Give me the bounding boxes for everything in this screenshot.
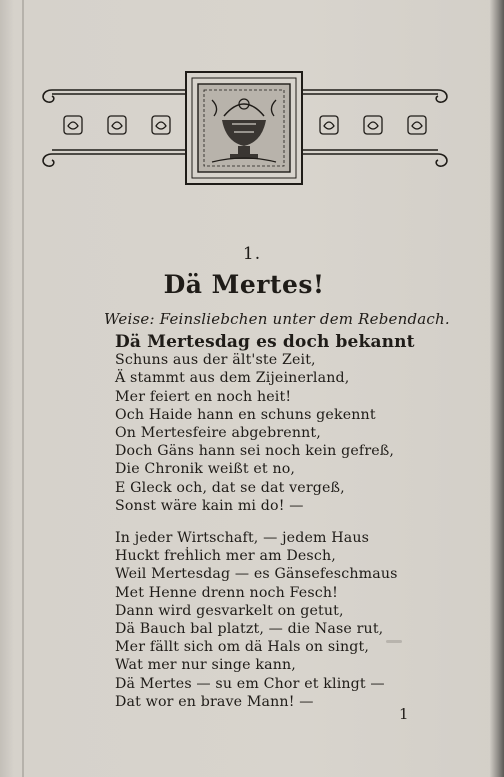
verse-line: Mer feiert en noch heit! bbox=[115, 388, 292, 405]
verse-line: Doch Gäns hann sei noch kein gefreß, bbox=[115, 443, 395, 460]
verse-line: Dä Mertes — su em Chor et klingt — bbox=[115, 675, 385, 692]
gutter-line bbox=[22, 0, 24, 777]
verse-line: Sonst wäre kain mi do! — bbox=[115, 497, 304, 514]
page-number: 1 bbox=[399, 705, 409, 723]
verse-line: Wat mer nur singe kann, bbox=[115, 657, 296, 674]
chapter-number: 1. bbox=[242, 244, 262, 264]
page-edge-shadow bbox=[490, 0, 504, 777]
verse-line-text: Dä Mertesdag es doch bekannt bbox=[115, 332, 415, 352]
verse-line bbox=[115, 333, 415, 351]
verse-line: Dä Bauch bal platzt, — die Nase rut, bbox=[115, 620, 384, 637]
verse-line: Die Chronik weißt et no, bbox=[115, 461, 296, 478]
verse-line: Met Henne drenn noch Fesch! bbox=[115, 584, 338, 601]
chapter-headpiece-ornament bbox=[36, 70, 456, 186]
stanza-1 bbox=[115, 333, 415, 515]
verse-line: Mer fällt sich om dä Hals on singt, bbox=[115, 639, 370, 656]
verse-line: Och Haide hann en schuns gekennt bbox=[115, 406, 376, 423]
urn-vignette-icon bbox=[186, 72, 302, 184]
melody-note: Weise: Feinsliebchen unter dem Rebendach. bbox=[104, 310, 450, 328]
verse-line: Ä stammt aus dem Zijeinerland, bbox=[115, 370, 350, 387]
verse-line: On Mertesfeire abgebrennt, bbox=[115, 424, 321, 441]
verse-line: E Gleck och, dat se dat vergeß, bbox=[115, 479, 345, 496]
verse-line: Weil Mertesdag — es Gänsefeschmaus bbox=[115, 566, 398, 583]
ink-smudge bbox=[386, 640, 402, 643]
verse-line: In jeder Wirtschaft, — jedem Haus bbox=[115, 530, 370, 546]
verse-line: Schuns aus der ält'ste Zeit, bbox=[115, 352, 316, 369]
poem-title: Dä Mertes! bbox=[163, 270, 325, 299]
verse-line: Dann wird gesvarkelt on getut, bbox=[115, 602, 344, 619]
stanza-2 bbox=[115, 529, 398, 711]
verse-line: Dat wor en brave Mann! — bbox=[115, 693, 314, 710]
verse-line: Huckt freḣlich mer am Desch, bbox=[115, 548, 336, 565]
